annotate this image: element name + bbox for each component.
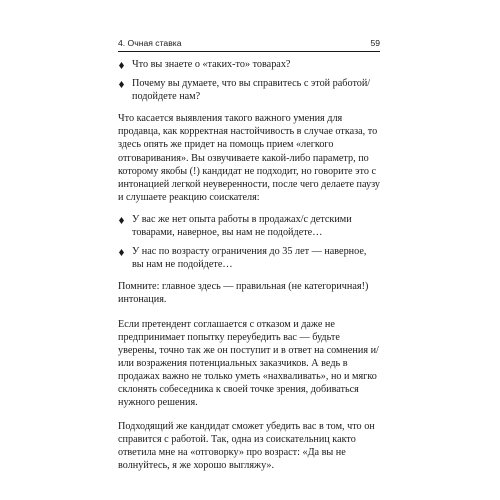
- chapter-title: 4. Очная ставка: [118, 38, 182, 48]
- bullet-item: [118, 58, 380, 71]
- bullet-item: [118, 213, 380, 239]
- bullet-text: Почему вы думаете, что вы справитесь с этой работой/ подойдете нам?: [132, 78, 371, 103]
- diamond-bullet-icon: [119, 249, 124, 256]
- page-body: [118, 58, 380, 473]
- paragraph: Если претендент соглашается с отказом и даже не предпринимает попытку переубедить вас — будьте уверены, точно так же он поступит и в ответ на сомнения и/или возражения потенциальных заказчиков. А ведь в продажах важно не только уметь «нахваливать», но и мягко склонять собеседника к своей точке зрения, добиваться нужного решения.: [118, 318, 379, 409]
- diamond-bullet-icon: [119, 62, 124, 69]
- bullet-text: Что вы знаете о «таких-то» товарах?: [132, 59, 291, 70]
- paragraph: Что касается выявления такого важного умения для продавца, как корректная настойчивость в случае отказа, то здесь опять же придет на помощь прием «легкого отговаривания». Вы озвучиваете какой-либо параметр, по которому якобы (!) кандидат не подходит, но говорите это с интонацией легкой неуверенности, после чего делаете паузу и слушаете реакцию соискателя:: [118, 113, 380, 203]
- diamond-bullet-icon: [119, 81, 124, 88]
- paragraph: Подходящий же кандидат сможет убедить вас в том, что он справится с работой. Так, одна из соискательниц както ответила мне на «отговорку» про возраст: «Да вы не волнуйтесь, я же хорошо выгляжу».: [118, 421, 375, 472]
- running-header: [118, 38, 380, 52]
- bullet-item: [118, 245, 380, 271]
- paragraph: Помните: главное здесь — правильная (не категоричная!) интонация.: [118, 281, 369, 306]
- diamond-bullet-icon: [119, 217, 124, 224]
- bullet-text: У вас же нет опыта работы в продажах/с детскими товарами, наверное, вы нам не подойдете…: [132, 213, 352, 239]
- bullet-item: [118, 77, 380, 103]
- page-number: 59: [370, 38, 380, 48]
- bullet-text: У нас по возрасту ограничения до 35 лет — наверное, вы нам не подойдете…: [132, 246, 367, 271]
